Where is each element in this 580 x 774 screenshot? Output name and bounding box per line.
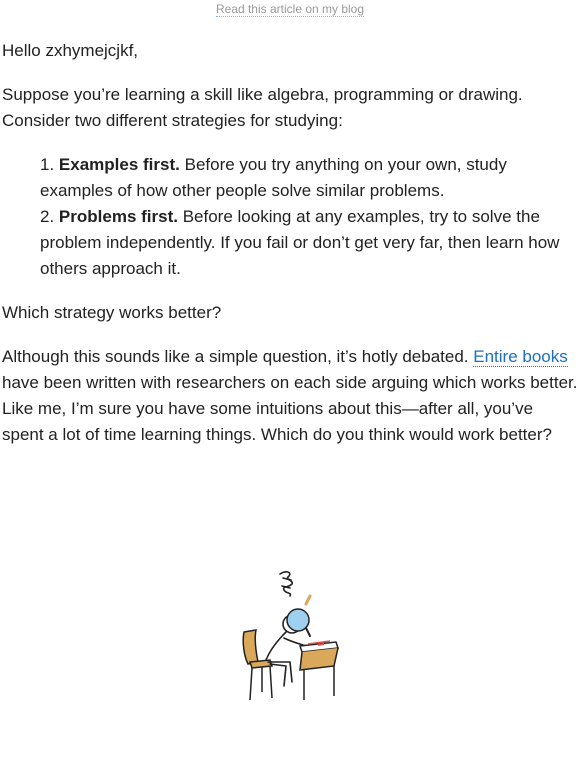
chair-icon (243, 630, 272, 700)
blog-link-bar (0, 0, 580, 18)
debate-paragraph (2, 344, 578, 448)
student-studying-illustration (234, 566, 344, 706)
list-item-text: Before you try anything on your own, study examples of how other people solve similar problems. (40, 155, 507, 200)
read-on-blog-link[interactable]: Read this article on my blog (215, 2, 365, 16)
intro-paragraph: Suppose you’re learning a skill like algebra, programming or drawing. Consider two different strategies for studying: (2, 85, 523, 130)
student-studying-drawing (234, 566, 344, 706)
email-body (2, 38, 578, 466)
list-item-number: 2. (40, 207, 55, 226)
greeting: Hello zxhymejcjkf, (2, 41, 139, 60)
desk-icon (300, 641, 338, 700)
list-item-number: 1. (40, 155, 55, 174)
list-item-title: Problems first. (58, 207, 178, 226)
list-item-text: Before looking at any examples, try to solve the problem independently. If you fail or don’t get very far, then learn how others approach it. (40, 207, 560, 278)
magnifier-icon (287, 609, 310, 636)
debate-text-before: Although this sounds like a simple question, it’s hotly debated. (2, 347, 469, 366)
pencil-icon (306, 596, 310, 604)
list-item (40, 152, 578, 204)
strategy-list (2, 152, 578, 282)
debate-text-after: have been written with researchers on each side arguing which works better. Like me, I’m sure you have some intuitions about this—after all, you’ve spent a lot of time learning things. Which do you think would work better? (2, 373, 578, 444)
entire-books-link[interactable]: Entire books (473, 347, 568, 366)
scribble-thought-icon (280, 572, 292, 596)
list-item-title: Examples first. (58, 155, 180, 174)
list-item (40, 204, 578, 282)
question-paragraph: Which strategy works better? (2, 303, 222, 322)
